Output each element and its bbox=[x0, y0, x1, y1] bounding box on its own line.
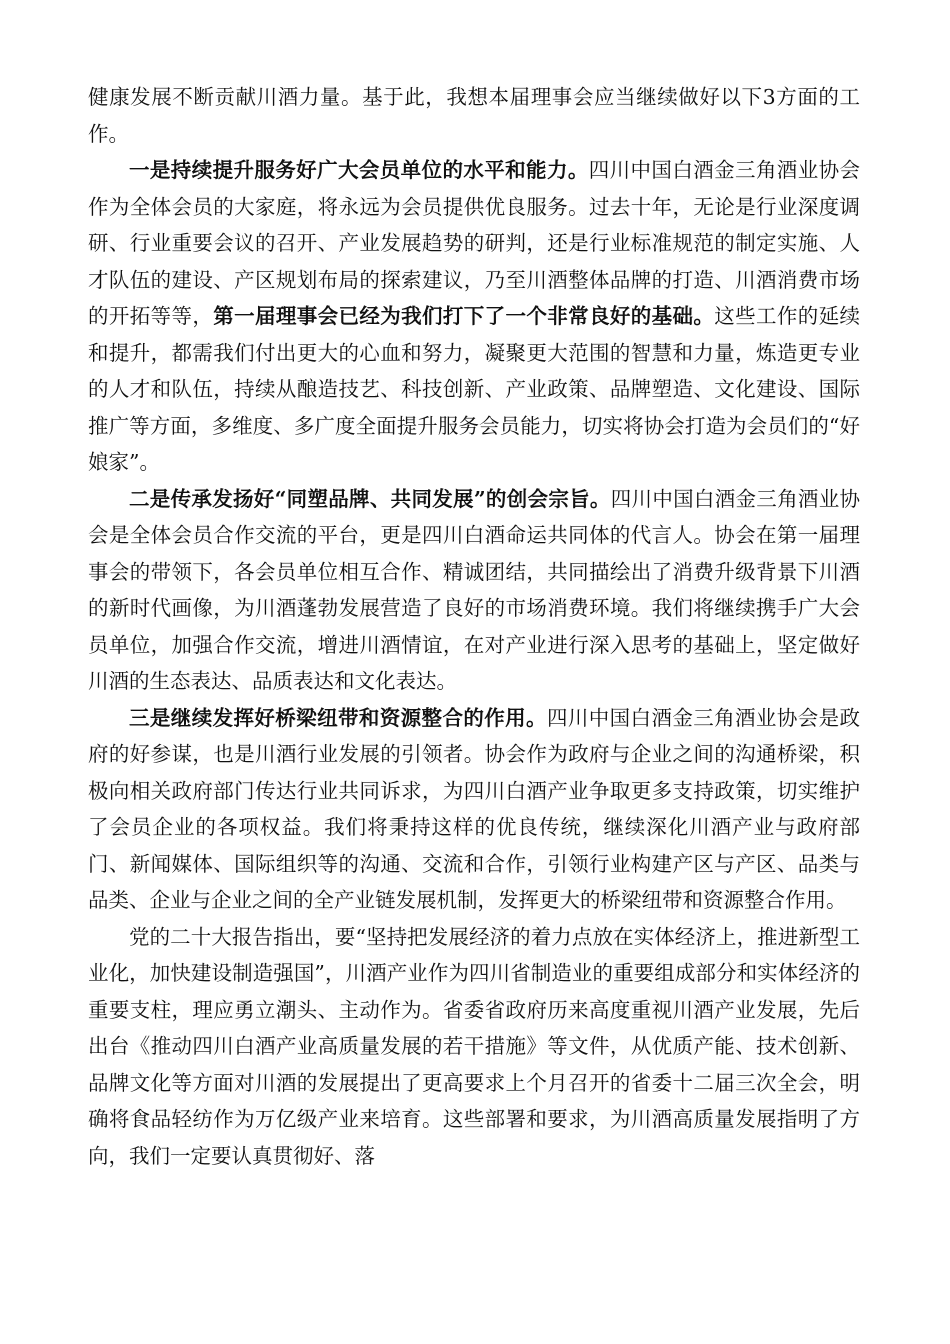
document-page bbox=[88, 79, 860, 1174]
paragraph-point-one bbox=[88, 152, 860, 481]
paragraph-text: 四川中国白酒金三角酒业协会是政府的好参谋，也是川酒行业发展的引领者。协会作为政府与企业之间的沟通桥梁，积极向相关政府部门传达行业共同诉求，为四川白酒产业争取更多支持政策，切实维护了会员企业的各项权益。我们将秉持这样的优良传统，继续深化川酒产业与政府部门、新闻媒体、国际组织等的沟通、交流和合作，引领行业构建产区与产区、品类与品类、企业与企业之间的全产业链发展机制，发挥更大的桥梁纽带和资源整合作用。 bbox=[88, 705, 861, 912]
paragraph-text: 四川中国白酒金三角酒业协会是全体会员合作交流的平台，更是四川白酒命运共同体的代言人。协会在第一届理事会的带领下，各会员单位相互合作、精诚团结，共同描绘出了消费升级背景下川酒的新时代画像，为川酒蓬勃发展营造了良好的市场消费环境。我们将继续携手广大会员单位，加强合作交流，增进川酒情谊，在对产业进行深入思考的基础上，坚定做好川酒的生态表达、品质表达和文化表达。 bbox=[88, 486, 860, 693]
paragraph-text: 四川中国白酒金三角酒业协会作为全体会员的大家庭，将永远为会员提供优良服务。过去十年，无论是行业深度调研、行业重要会议的召开、产业发展趋势的研判，还是行业标准规范的制定实施、人才队伍的建设、产区规划布局的探索建议，乃至川酒整体品牌的打造、川酒消费市场的开拓等等， bbox=[88, 158, 860, 328]
paragraph-lead-bold: 三是继续发挥好桥梁纽带和资源整合的作用。 bbox=[129, 705, 547, 730]
paragraph-intro-continuation bbox=[88, 79, 860, 152]
paragraph-policy bbox=[88, 919, 860, 1175]
paragraph-point-three bbox=[88, 700, 860, 919]
paragraph-text: 这些工作的延续和提升，都需我们付出更大的心血和努力，凝聚更大范围的智慧和力量，炼造更专业的人才和队伍，持续从酿造技艺、科技创新、产业政策、品牌塑造、文化建设、国际推广等方面，多维度、多广度全面提升服务会员能力，切实将协会打造为会员们的“好娘家”。 bbox=[88, 304, 860, 474]
paragraph-point-two bbox=[88, 481, 860, 700]
paragraph-inline-bold: 第一届理事会已经为我们打下了一个非常良好的基础。 bbox=[213, 304, 715, 328]
paragraph-lead-bold: 一是持续提升服务好广大会员单位的水平和能力。 bbox=[129, 158, 589, 182]
paragraph-text: 党的二十大报告指出，要“坚持把发展经济的着力点放在实体经济上，推进新型工业化，加快建设制造强国”，川酒产业作为四川省制造业的重要组成部分和实体经济的重要支柱，理应勇立潮头、主动作为。省委省政府历来高度重视川酒产业发展，先后出台《推动四川白酒产业高质量发展的若干措施》等文件，从优质产能、技术创新、品牌文化等方面对川酒的发展提出了更高要求上个月召开的省委十二届三次全会，明确将食品轻纺作为万亿级产业来培育。这些部署和要求，为川酒高质量发展指明了方向，我们一定要认真贯彻好、落 bbox=[88, 924, 860, 1168]
paragraph-text: 健康发展不断贡献川酒力量。基于此，我想本届理事会应当继续做好以下3方面的工作。 bbox=[88, 85, 860, 146]
paragraph-lead-bold: 二是传承发扬好“同塑品牌、共同发展”的创会宗旨。 bbox=[129, 486, 611, 511]
